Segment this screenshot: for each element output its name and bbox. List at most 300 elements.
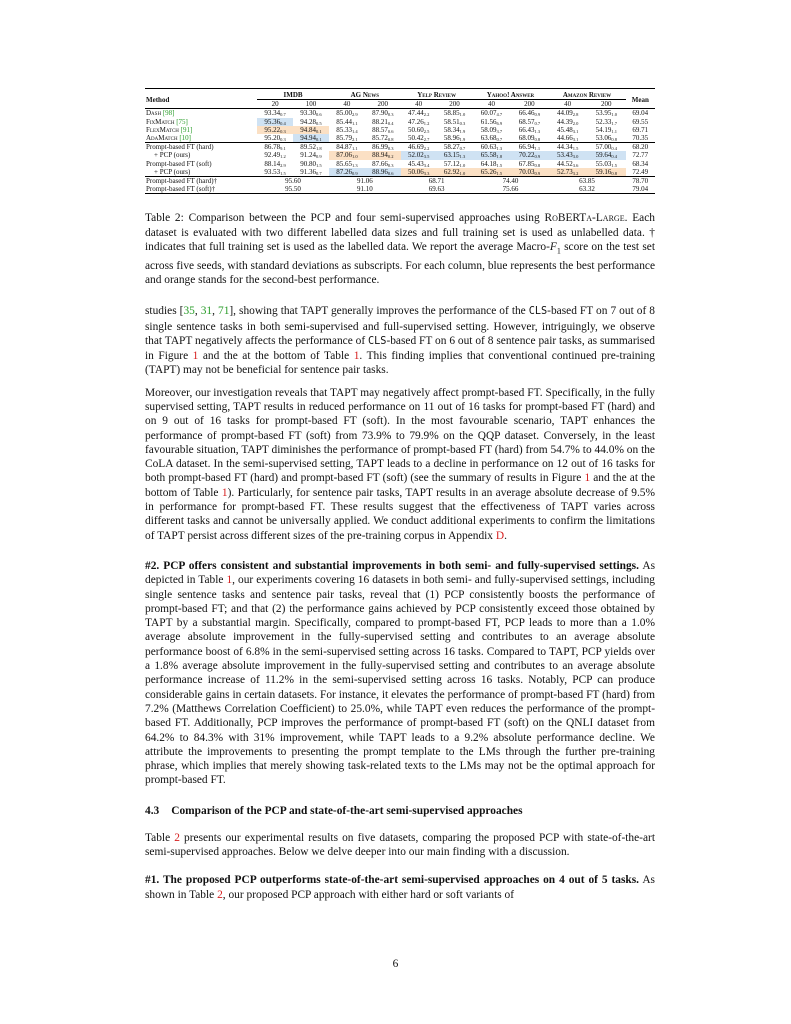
score-std: 1.3 xyxy=(534,128,541,134)
score-cell xyxy=(401,109,437,118)
score-std: 2.5 xyxy=(423,128,430,134)
score-cell xyxy=(587,143,626,152)
table-row-full xyxy=(145,177,655,186)
score-cell xyxy=(510,168,548,177)
caption-text: Comparison between the PCP and four semi-supervised approaches using xyxy=(188,212,540,225)
score-value: 87.06 xyxy=(336,151,352,160)
score-std: 2.0 xyxy=(572,120,579,126)
score-cell xyxy=(437,143,473,152)
table-ref-link[interactable]: 2 xyxy=(174,831,180,844)
score-value: 57.12 xyxy=(443,159,460,168)
score-cell xyxy=(365,143,401,152)
score-std: 9.1 xyxy=(280,146,286,152)
score-std: 0.3 xyxy=(280,128,286,134)
score-value: 88.57 xyxy=(372,125,388,134)
score-std: 0.3 xyxy=(459,120,466,126)
score-std: 0.6 xyxy=(387,170,394,176)
score-value: 57.00 xyxy=(595,143,612,152)
score-std: 0.8 xyxy=(387,137,394,143)
mean-cell: 68.34 xyxy=(632,159,649,168)
paragraph-tapt-negative xyxy=(145,386,655,543)
score-std: 1.3 xyxy=(496,146,503,152)
score-cell: 68.71 xyxy=(401,177,473,186)
score-std: 2.2 xyxy=(423,112,430,118)
score-std: 1.8 xyxy=(316,146,322,152)
size-header: 40 xyxy=(473,100,511,109)
appendix-ref-link[interactable]: D xyxy=(495,529,505,542)
method-header: Method xyxy=(145,89,257,109)
table-row xyxy=(145,151,655,159)
text: ). Particularly, for sentence pair tasks, TAPT results in an average absolute decrease of 9.5% in performance for prompt-based FT. These results suggest that the effectiveness of TAPT varies across different tasks and cannot be universally applied. We conduct additional experiments to confirm the limitations of TAPT persist across different sizes of the pre-training corpus in Appendix xyxy=(145,486,655,542)
score-std: 0.1 xyxy=(316,137,322,143)
score-std: 1.1 xyxy=(351,146,358,152)
score-std: 0.4 xyxy=(387,120,394,126)
mean-header: Mean xyxy=(626,89,655,109)
score-value: 53.06 xyxy=(595,134,612,143)
score-std: 1.5 xyxy=(572,146,579,152)
score-cell: 69.63 xyxy=(401,185,473,194)
section-title: Comparison of the PCP and state-of-the-art semi-supervised approaches xyxy=(171,804,523,817)
score-cell xyxy=(401,143,437,152)
citation-link[interactable]: [91] xyxy=(180,125,193,134)
text: , our proposed PCP approach with either hard or soft variants of xyxy=(222,888,515,901)
score-std: 0.6 xyxy=(316,112,322,118)
score-value: 88.21 xyxy=(372,117,388,126)
score-cell xyxy=(293,151,329,159)
score-cell xyxy=(365,160,401,168)
score-cell: 91.10 xyxy=(329,185,401,194)
score-cell xyxy=(329,109,365,118)
score-cell xyxy=(365,134,401,143)
score-cell: 95.60 xyxy=(257,177,329,186)
score-std: 1.3 xyxy=(351,162,358,168)
score-std: 6.9 xyxy=(496,120,503,126)
score-value: 53.95 xyxy=(595,109,612,118)
mean-cell: 78.70 xyxy=(626,177,655,186)
table-caption xyxy=(145,211,655,287)
score-cell xyxy=(548,168,587,177)
score-value: 45.48 xyxy=(556,125,573,134)
page-content xyxy=(145,88,655,902)
score-std: 3.2 xyxy=(572,170,579,176)
score-std: 0.7 xyxy=(280,112,286,118)
score-std: 3.7 xyxy=(496,128,503,134)
score-std: 0.9 xyxy=(534,154,541,160)
score-value: 44.34 xyxy=(556,143,573,152)
score-cell xyxy=(473,143,511,152)
score-cell: 75.66 xyxy=(473,185,549,194)
score-std: 1.3 xyxy=(459,154,466,160)
score-cell xyxy=(437,118,473,126)
score-cell xyxy=(293,118,329,126)
paragraph-table2-intro xyxy=(145,831,655,860)
citation-link[interactable]: 71 xyxy=(218,305,230,318)
score-std: 1.7 xyxy=(611,120,617,126)
score-value: 93.34 xyxy=(264,109,281,118)
score-cell xyxy=(437,160,473,168)
score-std: 2.2 xyxy=(423,146,430,152)
score-cell xyxy=(365,151,401,159)
score-cell xyxy=(293,168,329,177)
caption-f1: F xyxy=(549,241,557,254)
score-value: 62.92 xyxy=(443,167,460,176)
score-std: 4.7 xyxy=(496,112,503,118)
text: Table xyxy=(145,831,175,844)
table-row xyxy=(145,143,655,152)
citation-link[interactable]: 31 xyxy=(200,305,213,318)
method-cell xyxy=(145,134,257,143)
score-cell xyxy=(437,151,473,159)
score-value: 65.26 xyxy=(480,167,497,176)
text: , xyxy=(212,305,218,318)
score-value: 44.52 xyxy=(556,159,573,168)
score-cell xyxy=(473,118,511,126)
text: . This finding implies that conventional continued pre-training (TAPT) may not be beneficial for sentence pair tasks. xyxy=(145,350,655,377)
score-value: 86.99 xyxy=(372,143,388,152)
score-value: 85.33 xyxy=(336,125,352,134)
section-number: 4.3 xyxy=(145,804,160,817)
score-std: 1.1 xyxy=(534,146,541,152)
score-std: 2.8 xyxy=(572,112,579,118)
mean-cell: 72.49 xyxy=(632,167,649,176)
score-cell xyxy=(548,160,587,168)
score-cell xyxy=(329,143,365,152)
score-value: 70.22 xyxy=(518,151,535,160)
score-cell: 95.50 xyxy=(257,185,329,194)
mean-cell: 68.20 xyxy=(626,143,655,152)
method-name: + PCP (ours) xyxy=(154,151,191,160)
size-header: 200 xyxy=(510,100,548,109)
score-value: 92.49 xyxy=(264,151,281,160)
score-cell xyxy=(510,118,548,126)
score-std: 0.9 xyxy=(534,112,541,118)
text: , our experiments covering 16 datasets in both semi- and fully-supervised settings, including single sentence tasks and sentence pair tasks, reveal that (1) PCP consistently boosts the performance of prompt-based FT; and that (2) the performance gains achieved by PCP consistently exceed those obtained by TAPT by a substantial margin. Specifically, compared to prompt-based FT, PCP leads to more than a 1.0% average absolute improvement in the fully-supervised setting and contributes to an average absolute performance boost of 6.8% in the semi-supervised setting across 16 tasks. Compared to TAPT, PCP yields over a 1.8% average absolute improvement in the fully-supervised setting and contributes to an average absolute performance increase of 11.2% in the semi-supervised setting across 16 tasks. Notably, PCP can produce considerable gains in certain datasets. For instance, it elevates the performance of prompt-based FT (hard) from 7.2% (Matthews Correlation Coefficient) to 25.0%, while TAPT even reduces the performance of the prompt-based FT. Additionally, PCP improves the performance of prompt-based FT (soft) on the QNLI dataset from 64.2% to 84.3% with 31% improvement, while TAPT leads to a 9.2% absolute performance decline. We attribute the improvements to presenting the prompt template to the LMs through the further pre-training phrase, which implies that merely showing task-related texts to the LMs may not be the optimal approach for prompt-based FT. xyxy=(145,574,655,787)
score-cell xyxy=(257,160,293,168)
score-std: 1.4 xyxy=(351,128,358,134)
score-cell xyxy=(473,109,511,118)
score-std: 0.7 xyxy=(459,146,466,152)
text: presents our experimental results on five datasets, comparing the proposed PCP with state-of-the-art semi-supervised approaches. Below we delve deeper into our main finding with a discussion. xyxy=(145,831,655,858)
score-std: 1.5 xyxy=(316,162,322,168)
size-header: 20 xyxy=(257,100,293,109)
score-cell xyxy=(329,118,365,126)
score-cell xyxy=(293,134,329,143)
method-name: + PCP (ours) xyxy=(154,167,191,176)
text: and the at the bottom of Table xyxy=(145,472,655,499)
score-cell xyxy=(473,151,511,159)
citation-link[interactable]: 35 xyxy=(183,305,195,318)
paragraph-heading: #1. The proposed PCP outperforms state-of-the-art semi-supervised approaches on 4 out of 5 tasks. xyxy=(145,874,640,887)
dataset-header-imdb: IMDB xyxy=(257,89,329,100)
score-std: 2.9 xyxy=(351,112,358,118)
paragraph-heading: #2. PCP offers consistent and substantial improvements in both semi- and fully-supervised settings. xyxy=(145,559,639,572)
score-value: 44.39 xyxy=(556,117,573,126)
score-cell xyxy=(329,160,365,168)
score-value: 84.87 xyxy=(336,143,352,152)
score-cell xyxy=(548,126,587,134)
score-value: 60.63 xyxy=(480,143,497,152)
method-cell xyxy=(145,160,257,168)
method-cell xyxy=(145,109,257,118)
score-std: 0.8 xyxy=(611,137,617,143)
score-value: 61.56 xyxy=(480,117,497,126)
score-value: 88.94 xyxy=(372,151,388,160)
score-std: 1.0 xyxy=(351,154,358,160)
score-value: 64.18 xyxy=(480,159,497,168)
caption-label: Table 2: xyxy=(145,212,184,225)
table-ref-link[interactable]: 1 xyxy=(221,486,228,499)
score-std: 3.5 xyxy=(423,154,430,160)
text: , xyxy=(194,305,201,318)
score-cell xyxy=(293,143,329,152)
figure-ref-link[interactable]: 1 xyxy=(584,472,591,485)
caption-model: RoBERTa-Large xyxy=(544,212,625,225)
text: ], showing that TAPT generally improves the performance of the xyxy=(229,305,529,318)
caption-text: . Each dataset is evaluated with two different labelled data sizes and full training set is used as unlabelled data. † indicates that full training set is used as the labelled data. We report the average Macro- xyxy=(145,212,655,254)
score-cell xyxy=(587,126,626,134)
score-value: 46.69 xyxy=(407,143,424,152)
code-cls: CLS xyxy=(528,306,548,318)
score-value: 67.85 xyxy=(518,159,535,168)
text: and the at the bottom of Table xyxy=(198,350,354,363)
score-value: 50.06 xyxy=(407,167,424,176)
score-cell xyxy=(548,118,587,126)
score-std: 0.8 xyxy=(611,170,617,176)
score-value: 88.14 xyxy=(264,159,281,168)
score-cell xyxy=(329,151,365,159)
score-std: 3.3 xyxy=(423,170,430,176)
score-std: 0.6 xyxy=(387,128,394,134)
method-name: Prompt-based FT (hard) xyxy=(146,143,214,152)
score-value: 50.42 xyxy=(407,134,424,143)
score-value: 63.68 xyxy=(480,134,497,143)
mean-cell: 70.35 xyxy=(632,134,649,143)
section-heading xyxy=(145,805,655,817)
score-cell xyxy=(257,143,293,152)
paragraph-pcp-outperforms xyxy=(145,873,655,902)
method-name: FixMatch xyxy=(146,117,175,126)
dataset-header-yahoo: Yahoo! Answer xyxy=(473,89,549,100)
citation-link[interactable]: [98] xyxy=(162,109,175,118)
score-std: 0.3 xyxy=(280,137,286,143)
score-value: 93.53 xyxy=(264,167,281,176)
paragraph-pcp-improvements xyxy=(145,559,655,788)
table-ref-link[interactable]: 1 xyxy=(353,350,360,363)
score-value: 87.66 xyxy=(372,159,388,168)
score-value: 66.94 xyxy=(518,143,535,152)
score-cell xyxy=(329,134,365,143)
score-value: 88.96 xyxy=(372,167,388,176)
score-value: 95.36 xyxy=(264,117,281,126)
score-cell xyxy=(257,151,293,159)
score-cell xyxy=(293,160,329,168)
size-header: 40 xyxy=(401,100,437,109)
score-cell xyxy=(510,143,548,152)
table-ref-link[interactable]: 1 xyxy=(226,574,233,587)
score-std: 1.5 xyxy=(280,170,286,176)
mean-cell: 69.71 xyxy=(632,125,649,134)
text: -based FT on 7 out of 8 single sentence tasks in both semi-supervised and full-supervised setting. However, intriguingly, we observe that TAPT negatively affects the performance of xyxy=(145,305,655,347)
score-std: 0.7 xyxy=(534,120,541,126)
score-cell xyxy=(510,126,548,134)
method-name: Dash xyxy=(146,109,162,118)
table-ref-link[interactable]: 2 xyxy=(217,888,223,901)
score-cell xyxy=(401,151,437,159)
score-cell: 63.32 xyxy=(548,185,625,194)
score-std: 1.0 xyxy=(459,112,466,118)
method-cell xyxy=(145,168,257,177)
score-cell xyxy=(548,151,587,159)
score-value: 50.60 xyxy=(407,125,424,134)
score-std: 2.7 xyxy=(423,137,430,143)
mean-cell: 69.55 xyxy=(632,117,649,126)
score-std: 0.2 xyxy=(387,154,394,160)
score-cell xyxy=(365,126,401,134)
score-value: 94.94 xyxy=(300,134,317,143)
score-value: 91.36 xyxy=(300,167,317,176)
score-cell xyxy=(473,168,511,177)
score-std: 1.5 xyxy=(496,170,503,176)
score-cell xyxy=(473,134,511,143)
size-header: 40 xyxy=(329,100,365,109)
score-std: 0.3 xyxy=(387,146,394,152)
score-std: 0.4 xyxy=(280,120,286,126)
mean-cell: 72.77 xyxy=(632,151,649,160)
score-value: 95.20 xyxy=(264,134,281,143)
score-value: 86.78 xyxy=(264,143,281,152)
dataset-header-yelp: Yelp Review xyxy=(401,89,473,100)
score-cell xyxy=(329,168,365,177)
text: studies [ xyxy=(145,305,184,318)
caption-f1-sub: 1 xyxy=(556,246,561,256)
method-cell xyxy=(145,143,257,152)
score-std: 0.4 xyxy=(611,146,617,152)
score-value: 44.09 xyxy=(556,109,573,118)
table-row xyxy=(145,134,655,143)
score-value: 93.30 xyxy=(300,109,317,118)
score-value: 58.85 xyxy=(443,109,460,118)
score-std: 1.8 xyxy=(496,154,503,160)
score-cell xyxy=(365,109,401,118)
dataset-header-agnews: AG News xyxy=(329,89,401,100)
score-value: 68.57 xyxy=(518,117,535,126)
score-cell xyxy=(510,151,548,159)
score-std: 0.9 xyxy=(316,154,322,160)
score-value: 68.09 xyxy=(518,134,535,143)
score-std: 1.1 xyxy=(611,128,617,134)
score-cell xyxy=(437,109,473,118)
score-value: 87.90 xyxy=(372,109,388,118)
score-std: 1.2 xyxy=(280,154,286,160)
score-value: 58.51 xyxy=(443,117,460,126)
score-cell xyxy=(257,168,293,177)
results-table xyxy=(145,88,655,194)
score-value: 70.03 xyxy=(518,167,535,176)
table-row xyxy=(145,109,655,118)
score-cell xyxy=(365,118,401,126)
score-cell xyxy=(473,160,511,168)
score-cell xyxy=(548,109,587,118)
score-cell xyxy=(510,134,548,143)
score-cell xyxy=(510,109,548,118)
text: . xyxy=(504,529,507,542)
score-cell xyxy=(587,109,626,118)
figure-ref-link[interactable]: 1 xyxy=(192,350,199,363)
score-value: 45.43 xyxy=(407,159,424,168)
score-std: 0.4 xyxy=(611,154,617,160)
text: Moreover, our investigation reveals that TAPT may negatively affect prompt-based FT. Specifically, in the fully supervised setting, TAPT results in reduced performance on 11 out of 16 tasks for prompt-based FT (hard) and on 9 out of 16 tasks for prompt-based FT (soft). In the most favourable scenario, TAPT enhances the performance of prompt-based FT (soft) from 73.9% to 79.9% on the QQP dataset. Conversely, in the least favourable situation, TAPT diminishes the performance of prompt-based FT (hard) from 54.7% to 44.0% on the CoLA dataset. In the semi-supervised setting, TAPT leads to a decline in performance on 12 out of 16 tasks for both prompt-based FT (hard) and prompt-based FT (soft) (see the summary of results in Figure xyxy=(145,386,655,485)
dataset-header-amazon: Amazon Review xyxy=(548,89,625,100)
score-value: 85.44 xyxy=(336,117,352,126)
score-value: 58.09 xyxy=(480,125,497,134)
score-value: 65.58 xyxy=(480,151,497,160)
size-header: 200 xyxy=(587,100,626,109)
score-std: 0.9 xyxy=(534,170,541,176)
score-cell xyxy=(401,160,437,168)
score-value: 85.65 xyxy=(336,159,352,168)
score-std: 0.7 xyxy=(316,170,322,176)
score-cell xyxy=(257,126,293,134)
score-cell xyxy=(365,168,401,177)
score-cell xyxy=(548,134,587,143)
code-cls: CLS xyxy=(368,335,387,347)
score-cell xyxy=(401,168,437,177)
method-name: AdaMatch xyxy=(146,134,178,143)
score-value: 55.03 xyxy=(595,159,612,168)
score-std: 1.1 xyxy=(351,120,358,126)
score-cell xyxy=(437,134,473,143)
score-std: 2.1 xyxy=(351,137,358,143)
score-std: 1.9 xyxy=(459,137,466,143)
score-value: 44.66 xyxy=(556,134,573,143)
mean-cell: 79.04 xyxy=(626,185,655,194)
score-std: 3.6 xyxy=(572,162,579,168)
score-std: 1.0 xyxy=(459,162,466,168)
score-value: 47.44 xyxy=(407,109,424,118)
score-value: 66.43 xyxy=(518,125,535,134)
size-header: 40 xyxy=(548,100,587,109)
citation-link[interactable]: [10] xyxy=(179,134,191,143)
score-value: 94.84 xyxy=(300,125,317,134)
score-std: 3.4 xyxy=(423,162,430,168)
caption-text: score on the test set across five seeds, with standard deviations as subscripts. For each column, blue represents the best performance and orange stands for the second-best performance. xyxy=(145,241,655,286)
score-cell xyxy=(257,118,293,126)
score-value: 89.52 xyxy=(300,143,317,152)
score-cell xyxy=(587,134,626,143)
score-std: 0.9 xyxy=(351,170,358,176)
score-value: 94.28 xyxy=(300,117,317,126)
score-value: 90.80 xyxy=(300,159,317,168)
score-value: 91.24 xyxy=(300,151,317,160)
score-cell xyxy=(257,109,293,118)
score-value: 52.73 xyxy=(556,167,573,176)
score-value: 60.07 xyxy=(480,109,497,118)
method-cell: Prompt-based FT (hard)† xyxy=(145,177,257,186)
score-std: 0.8 xyxy=(534,137,541,143)
score-cell: 91.06 xyxy=(329,177,401,186)
citation-link[interactable]: [75] xyxy=(176,117,188,126)
score-cell: 63.85 xyxy=(548,177,625,186)
method-cell: Prompt-based FT (soft)† xyxy=(145,185,257,194)
score-value: 87.26 xyxy=(336,167,352,176)
page-number: 6 xyxy=(392,958,399,970)
table-row xyxy=(145,118,655,126)
score-value: 59.64 xyxy=(595,151,612,160)
score-std: 1.0 xyxy=(611,112,617,118)
score-cell xyxy=(510,160,548,168)
score-value: 58.27 xyxy=(443,143,460,152)
score-cell: 74.40 xyxy=(473,177,549,186)
